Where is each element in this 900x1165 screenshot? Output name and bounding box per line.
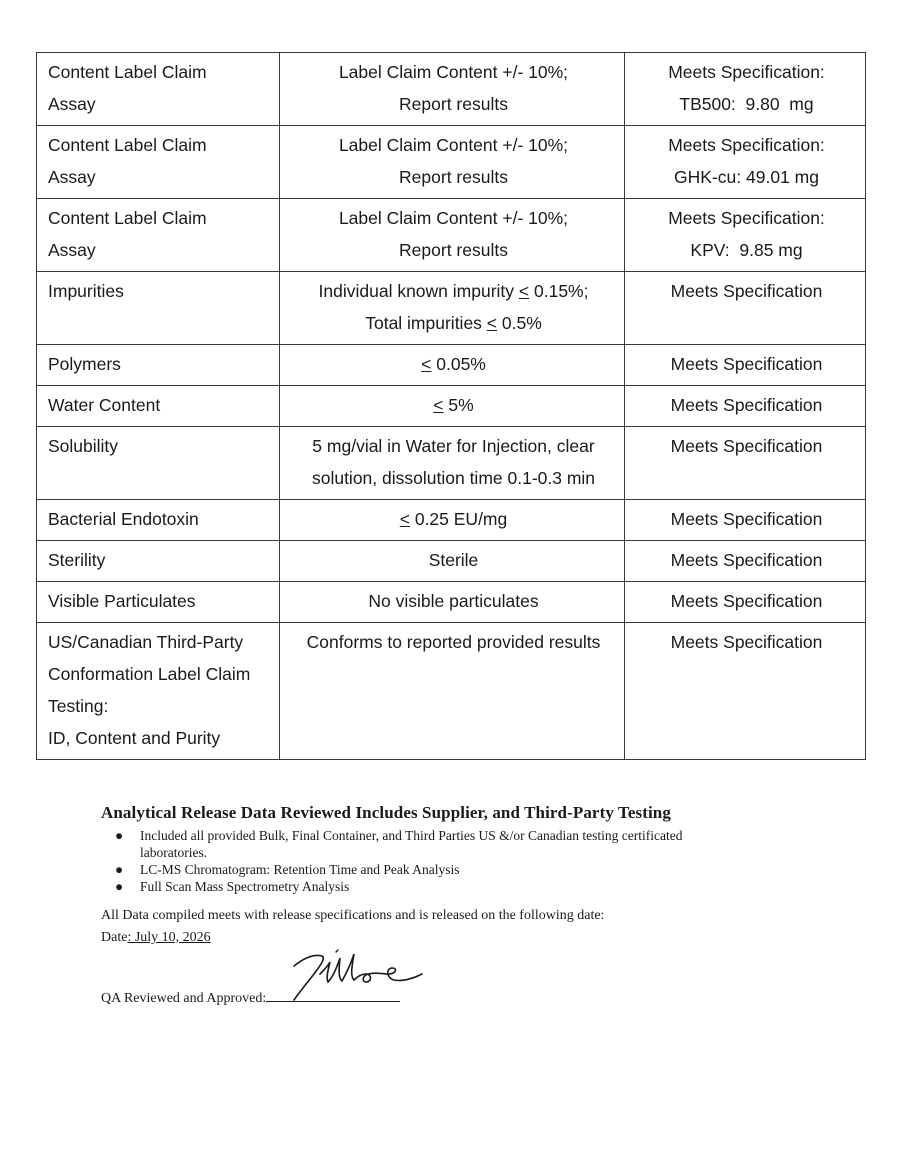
cell-line: TB500: 9.80 mg: [679, 94, 814, 114]
cell-line: Meets Specification: [670, 281, 823, 301]
less-equal-symbol: <: [518, 281, 530, 301]
cell-line: Water Content: [48, 395, 161, 415]
bullet-text: LC-MS Chromatogram: Retention Time and Peak Analysis: [140, 862, 460, 877]
release-date-value: : July 10, 2026: [127, 930, 211, 945]
bullet-text: Full Scan Mass Spectrometry Analysis: [140, 879, 350, 894]
cell-line: Content Label Claim: [48, 62, 207, 82]
cell-line: Meets Specification:: [668, 62, 825, 82]
cell-line: Sterility: [48, 550, 106, 570]
review-section: [101, 803, 821, 949]
table-row: [37, 53, 866, 126]
cell-line: ID, Content and Purity: [48, 728, 221, 748]
less-equal-symbol: <: [421, 354, 432, 374]
cell-line: Polymers: [48, 354, 121, 374]
cell-line: [291, 503, 616, 535]
qa-label: QA Reviewed and Approved:: [101, 991, 267, 1006]
bullet-icon: ●: [115, 828, 124, 843]
result-cell: [625, 386, 866, 427]
cell-line: Conforms to reported provided results: [306, 632, 601, 652]
test-name-cell: [37, 345, 280, 386]
less-equal-symbol: <: [433, 395, 444, 415]
result-cell: [625, 500, 866, 541]
cell-line: Label Claim Content +/- 10%;: [338, 62, 569, 82]
cell-line: [291, 348, 616, 380]
specification-cell: [280, 272, 625, 345]
list-item: [115, 827, 821, 861]
cell-line: No visible particulates: [368, 591, 539, 611]
test-name-cell: [37, 623, 280, 760]
specification-cell: [280, 126, 625, 199]
cell-line: solution, dissolution time 0.1-0.3 min: [311, 468, 596, 488]
table-row: [37, 345, 866, 386]
table-row: [37, 541, 866, 582]
bullet-icon: ●: [115, 879, 124, 894]
test-name-cell: [37, 386, 280, 427]
bullet-text: laboratories.: [140, 845, 208, 860]
cell-line: [291, 389, 616, 421]
cell-line: Visible Particulates: [48, 591, 196, 611]
compiled-statement: All Data compiled meets with release specifications and is released on the following date:: [101, 908, 605, 923]
cell-line: Bacterial Endotoxin: [48, 509, 199, 529]
spec-text: Total impurities: [365, 313, 487, 333]
specification-cell: [280, 541, 625, 582]
cell-line: 5 mg/vial in Water for Injection, clear: [312, 436, 595, 456]
cell-line: Assay: [48, 94, 96, 114]
test-name-cell: [37, 199, 280, 272]
cell-line: [291, 307, 616, 339]
specification-cell: [280, 345, 625, 386]
cell-line: Meets Specification:: [668, 135, 825, 155]
cell-line: Report results: [399, 94, 508, 114]
table-row: [37, 623, 866, 760]
result-cell: [625, 623, 866, 760]
cell-line: [291, 275, 616, 307]
cell-line: Sterile: [428, 550, 479, 570]
cell-line: Meets Specification: [670, 395, 823, 415]
cell-line: Label Claim Content +/- 10%;: [338, 135, 569, 155]
less-equal-symbol: <: [399, 509, 410, 529]
cell-line: Meets Specification: [670, 632, 823, 652]
spec-value: 0.05%: [431, 354, 486, 374]
test-name-cell: [37, 582, 280, 623]
cell-line: Meets Specification: [670, 550, 823, 570]
test-name-cell: [37, 427, 280, 500]
cell-line: Impurities: [48, 281, 124, 301]
spec-value: 0.25 EU/mg: [409, 509, 508, 529]
date-label: Date: [101, 930, 128, 945]
cell-line: Meets Specification: [670, 509, 823, 529]
less-equal-symbol: <: [486, 313, 498, 333]
spec-value: 0.15%;: [529, 281, 589, 301]
result-cell: [625, 541, 866, 582]
cell-line: Testing:: [48, 696, 109, 716]
result-cell: [625, 53, 866, 126]
table-row: [37, 386, 866, 427]
cell-line: Report results: [399, 167, 508, 187]
cell-line: US/Canadian Third-Party: [48, 632, 244, 652]
test-name-cell: [37, 272, 280, 345]
spec-text: Individual known impurity: [318, 281, 519, 301]
result-cell: [625, 345, 866, 386]
spec-value: 0.5%: [497, 313, 542, 333]
bullet-text: Included all provided Bulk, Final Container, and Third Parties US &/or Canadian testing certificated: [140, 828, 683, 843]
specification-cell: [280, 53, 625, 126]
specification-table: [36, 52, 866, 760]
specification-cell: [280, 500, 625, 541]
cell-line: Assay: [48, 240, 96, 260]
specification-cell: [280, 623, 625, 760]
cell-line: Meets Specification: [670, 354, 823, 374]
specification-cell: [280, 427, 625, 500]
test-name-cell: [37, 500, 280, 541]
result-cell: [625, 199, 866, 272]
cell-line: Label Claim Content +/- 10%;: [338, 208, 569, 228]
result-cell: [625, 126, 866, 199]
result-cell: [625, 582, 866, 623]
result-cell: [625, 427, 866, 500]
specification-cell: [280, 199, 625, 272]
bullet-icon: ●: [115, 862, 124, 877]
cell-line: Solubility: [48, 436, 119, 456]
cell-line: Assay: [48, 167, 96, 187]
cell-line: Meets Specification: [670, 436, 823, 456]
table-row: [37, 272, 866, 345]
cell-line: Meets Specification: [670, 591, 823, 611]
list-item: [115, 878, 821, 895]
table-row: [37, 427, 866, 500]
list-item: [115, 861, 821, 878]
specification-cell: [280, 582, 625, 623]
table-row: [37, 582, 866, 623]
review-title: Analytical Release Data Reviewed Includes Supplier, and Third-Party Testing: [101, 803, 671, 822]
spec-value: 5%: [443, 395, 474, 415]
table-row: [37, 126, 866, 199]
cell-line: Meets Specification:: [668, 208, 825, 228]
cell-line: Content Label Claim: [48, 208, 207, 228]
test-name-cell: [37, 541, 280, 582]
specification-cell: [280, 386, 625, 427]
table-row: [37, 500, 866, 541]
test-name-cell: [37, 53, 280, 126]
test-name-cell: [37, 126, 280, 199]
release-date-line: [101, 927, 821, 949]
cell-line: GHK-cu: 49.01 mg: [674, 167, 819, 187]
cell-line: Conformation Label Claim: [48, 664, 251, 684]
cell-line: KPV: 9.85 mg: [690, 240, 803, 260]
review-bullet-list: [101, 827, 821, 895]
specification-table-body: [37, 53, 866, 760]
result-cell: [625, 272, 866, 345]
cell-line: Content Label Claim: [48, 135, 207, 155]
qa-signature: [284, 944, 434, 1004]
table-row: [37, 199, 866, 272]
cell-line: Report results: [399, 240, 508, 260]
